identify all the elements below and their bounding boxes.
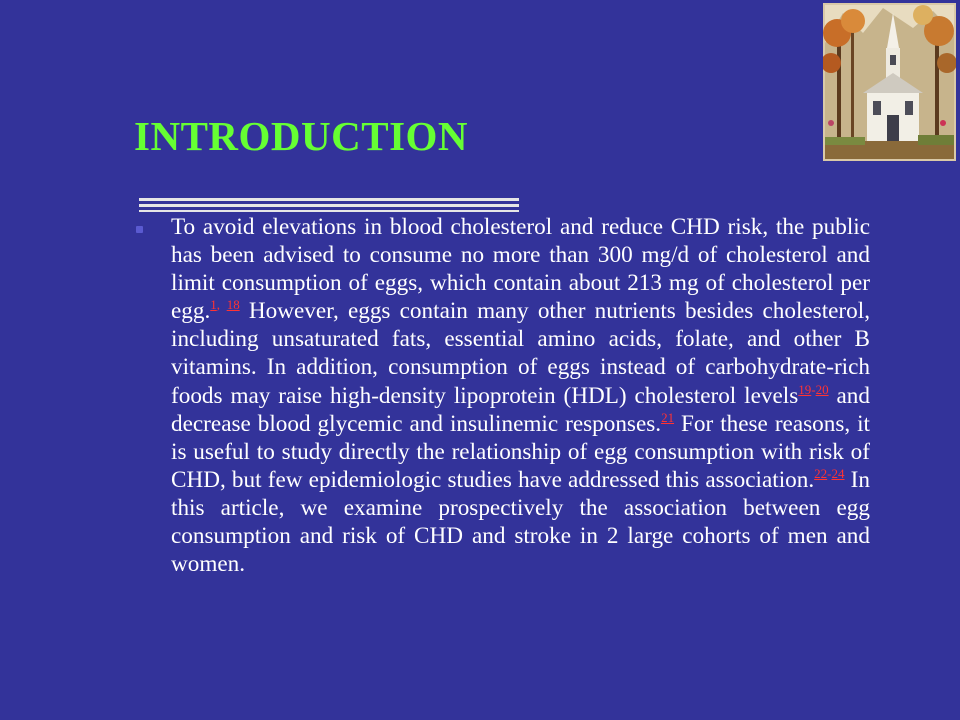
citation (798, 382, 828, 397)
church-door (887, 115, 899, 143)
bushes (825, 137, 865, 145)
reference-link[interactable]: 19 (798, 381, 812, 397)
reference-link[interactable]: 22 (814, 465, 828, 481)
title-underline-rule (139, 204, 519, 207)
church-window (905, 101, 913, 115)
church-illustration-graphic (823, 3, 956, 161)
tree-foliage (913, 5, 933, 25)
tree-trunk (837, 33, 841, 143)
citation-separator: - (827, 465, 832, 481)
citation (210, 297, 239, 312)
paragraph-text: To avoid elevations in blood cholesterol and reduce CHD risk, the public has been advised to consume no more than 300 mg/d of cholesterol and limit consumption of eggs, which contain about 213 mg of cholesterol per egg. (171, 214, 870, 325)
flower (828, 120, 834, 126)
tree-foliage (841, 9, 865, 33)
bushes (918, 135, 954, 145)
reference-link[interactable]: 20 (815, 381, 829, 397)
paragraph-text: and decrease blood glycemic and insulinemic responses. (171, 382, 870, 437)
paragraph-text: In this article, we examine prospectively the association between egg consumption and risk of CHD and stroke in 2 large cohorts of men and women. (171, 466, 870, 578)
reference-link[interactable]: 1 (210, 297, 217, 313)
church-among-trees-illustration (823, 3, 956, 161)
tower-window (890, 55, 896, 65)
paragraph-text: However, eggs contain many other nutrients besides cholesterol, including unsaturated fats, essential amino acids, folate, and other B vitamins. In addition, consumption of eggs instead of carbohydrate-rich foods may raise high-density lipoprotein (HDL) cholesterol levels (171, 298, 870, 409)
citation (814, 466, 844, 481)
citation-separator: - (811, 381, 816, 397)
reference-link[interactable]: 18 (226, 297, 240, 313)
title-underline-rule (139, 210, 519, 212)
citation-separator: , (216, 297, 227, 313)
tree-trunk (851, 23, 854, 143)
reference-link[interactable]: 24 (831, 465, 845, 481)
title-underline-rule (139, 198, 519, 201)
flower (940, 120, 946, 126)
paragraph-text: For these reasons, it is useful to study directly the relationship of egg consumption with risk of CHD, but few epidemiologic studies have addressed this association. (171, 410, 870, 493)
reference-link[interactable]: 21 (661, 409, 675, 425)
citation (661, 410, 674, 425)
square-bullet-icon (136, 226, 143, 233)
church-window (873, 101, 881, 115)
slide-title: INTRODUCTION (134, 113, 469, 159)
body-paragraph (171, 213, 870, 578)
